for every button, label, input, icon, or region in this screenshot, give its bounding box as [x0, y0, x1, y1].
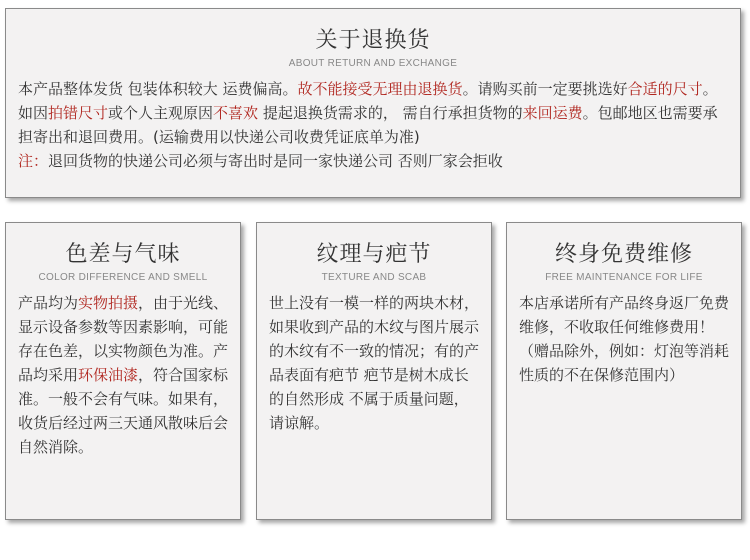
returns-text-segment: 或个人主观原因: [108, 104, 214, 122]
texture-subtitle: TEXTURE AND SCAB: [321, 272, 427, 283]
returns-highlight: 故不能接受无理由退换货: [297, 80, 463, 98]
maintenance-title: 终身免费维修: [554, 242, 693, 267]
returns-text-segment: 本产品整体发货 包装体积较大 运费偏高。: [18, 80, 298, 98]
color-smell-segment: 产品均为: [18, 294, 79, 312]
returns-panel: [5, 8, 741, 198]
color-smell-text: [18, 291, 230, 459]
returns-text-segment: 。包邮地区也需要承担寄出和退回费用。(运输费用以快递公司收费凭证底单为准): [18, 104, 718, 146]
color-smell-subtitle: COLOR DIFFERENCE AND SMELL: [38, 272, 208, 283]
maintenance-note: （赠品除外，例如：灯泡等消耗性质的不在保修范围内）: [519, 342, 730, 384]
returns-highlight: 不喜欢: [213, 104, 259, 122]
returns-text-segment: 提起退换货需求的， 需自行承担货物的: [258, 104, 523, 122]
maintenance-promise: 本店承诺所有产品终身返厂免费维修，不收取任何维修费用！: [519, 294, 730, 336]
returns-highlight: 拍错尺寸: [48, 104, 109, 122]
returns-policy-text: [18, 77, 730, 173]
maintenance-text: [519, 291, 731, 387]
returns-highlight: 合适的尺寸: [627, 80, 703, 98]
color-smell-highlight: 实物拍摄: [78, 294, 139, 312]
color-smell-card: [5, 222, 241, 520]
texture-card: [256, 222, 492, 520]
maintenance-card: [506, 222, 742, 520]
color-smell-highlight: 环保油漆: [78, 366, 139, 384]
texture-text: 世上没有一模一样的两块木材，如果收到产品的木纹与图片展示的木纹有不一致的情况；有的产品表面有疤节 疤节是树木成长的自然形成 不属于质量问题，请谅解。: [269, 294, 480, 432]
returns-text-segment: 。如因: [18, 80, 718, 122]
returns-note-text: 退回货物的快递公司必须与寄出时是同一家快递公司 否则厂家会拒收: [48, 152, 503, 170]
returns-text-segment: 。请购买前一定要挑选好: [462, 80, 628, 98]
returns-highlight: 来回运费: [522, 104, 583, 122]
returns-title: 关于退换货: [315, 28, 431, 53]
maintenance-subtitle: FREE MAINTENANCE FOR LIFE: [545, 272, 703, 283]
color-smell-title: 色差与气味: [65, 242, 181, 267]
texture-title: 纹理与疤节: [316, 242, 432, 267]
color-smell-segment: ，由于光线、显示设备参数等因素影响，可能存在色差，以实物颜色为准。产品均采用: [18, 294, 229, 384]
returns-note-label: 注：: [18, 152, 49, 170]
returns-subtitle: ABOUT RETURN AND EXCHANGE: [288, 58, 458, 69]
color-smell-segment: ，符合国家标准。一般不会有气味。如果有，收货后经过两三天通风散味后会自然消除。: [18, 366, 229, 456]
